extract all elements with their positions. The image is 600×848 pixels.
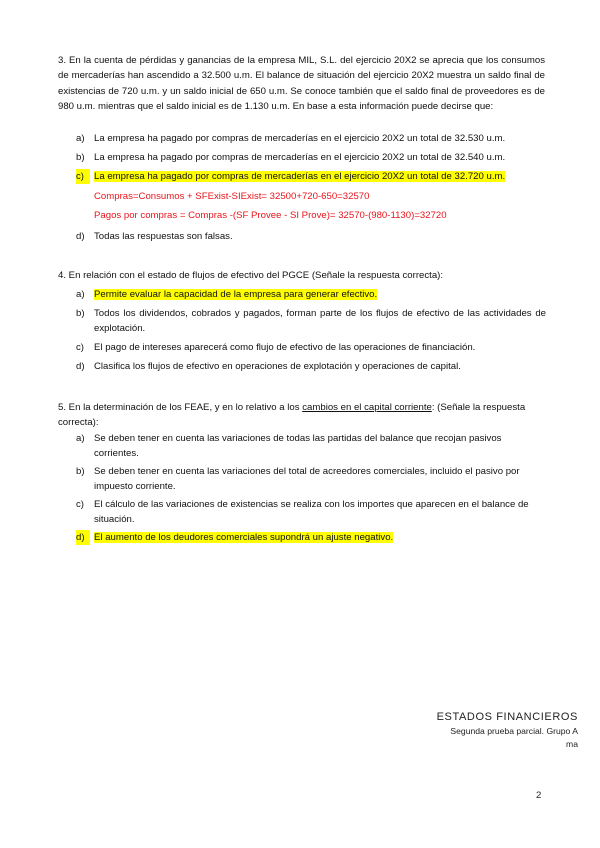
option-label: c) (76, 169, 90, 184)
question-5-stem: 5. En la determinación de los FEAE, y en lo relativo a los cambios en el capital corriente: (Señale la respuesta correcta): (58, 402, 526, 429)
question-5-option-c (76, 497, 546, 528)
question-3-option-c-correct (76, 169, 546, 184)
option-label: c) (76, 342, 84, 353)
option-text: La empresa ha pagado por compras de mercaderías en el ejercicio 20X2 un total de 32.530 u.m. (94, 133, 506, 144)
option-label: d) (76, 361, 85, 372)
question-4-stem: 4. En relación con el estado de flujos de efectivo del PGCE (Señale la respuesta correcta): (58, 270, 444, 281)
question-4-option-d (76, 359, 546, 374)
question-5-option-a (76, 431, 546, 462)
footer-subtitle: Segunda prueba parcial. Grupo A (450, 726, 578, 736)
option-text: Se deben tener en cuenta las variaciones de todas las partidas del balance que recojan pasivos corrientes. (94, 433, 502, 460)
option-label: a) (76, 133, 85, 144)
option-text: Todos los dividendos, cobrados y pagados, forman parte de los flujos de efectivo de las actividades de explotación. (94, 308, 546, 335)
option-text-highlighted: Permite evaluar la capacidad de la empresa para generar efectivo. (94, 289, 378, 300)
option-text: La empresa ha pagado por compras de mercaderías en el ejercicio 20X2 un total de 32.540 u.m. (94, 152, 506, 163)
option-label: b) (76, 308, 85, 319)
question-4-option-a-correct (76, 287, 546, 302)
option-label: a) (76, 289, 85, 300)
underlined-term: cambios en el capital corriente (302, 402, 432, 413)
question-3-option-a (76, 131, 546, 146)
option-label: a) (76, 433, 85, 444)
footer-course-title: ESTADOS FINANCIEROS (436, 711, 578, 723)
question-4-option-b (76, 306, 546, 337)
option-label: d) (76, 530, 90, 545)
calculation-compras: Compras=Consumos + SFExist-SIExist= 32500+720-650=32570 (94, 191, 370, 202)
option-label: c) (76, 499, 84, 510)
question-3-option-b (76, 150, 546, 165)
option-text-highlighted: El aumento de los deudores comerciales supondrá un ajuste negativo. (94, 532, 394, 543)
option-text: Clasifica los flujos de efectivo en operaciones de explotación y operaciones de capital. (94, 361, 461, 372)
option-label: b) (76, 466, 85, 477)
question-5-option-b (76, 464, 546, 495)
option-text-highlighted: La empresa ha pagado por compras de mercaderías en el ejercicio 20X2 un total de 32.720 u.m. (94, 171, 506, 182)
option-label: d) (76, 231, 85, 242)
question-4-option-c (76, 340, 546, 355)
option-text: Se deben tener en cuenta las variaciones del total de acreedores comerciales, incluido el pasivo por impuesto corriente. (94, 466, 520, 493)
question-3-stem: 3. En la cuenta de pérdidas y ganancias de la empresa MIL, S.L. del ejercicio 20X2 se aprecia que los consumos de mercaderías han ascendido a 32.500 u.m. El balance de situación del ejercicio 20X2 muestra un saldo final de existencias de 720 u.m. y un saldo inicial de 650 u.m. Se conoce también que el saldo final de proveedores es de 980 u.m. mientras que el saldo inicial es de 1.130 u.m. En base a esta información puede decirse que: (58, 55, 545, 113)
question-5-option-d-correct (76, 530, 546, 545)
calculation-pagos: Pagos por compras = Compras -(SF Provee - SI Prove)= 32570-(980-1130)=32720 (94, 210, 447, 221)
option-text: El pago de intereses aparecerá como flujo de efectivo de las operaciones de financiación. (94, 342, 476, 353)
footer-initials: ma (566, 739, 578, 749)
question-3-option-d (76, 229, 546, 244)
option-label: b) (76, 152, 85, 163)
page-number: 2 (536, 790, 542, 801)
option-text: El cálculo de las variaciones de existencias se realiza con los importes que aparecen en el balance de situación. (94, 499, 529, 526)
option-text: Todas las respuestas son falsas. (94, 231, 233, 242)
